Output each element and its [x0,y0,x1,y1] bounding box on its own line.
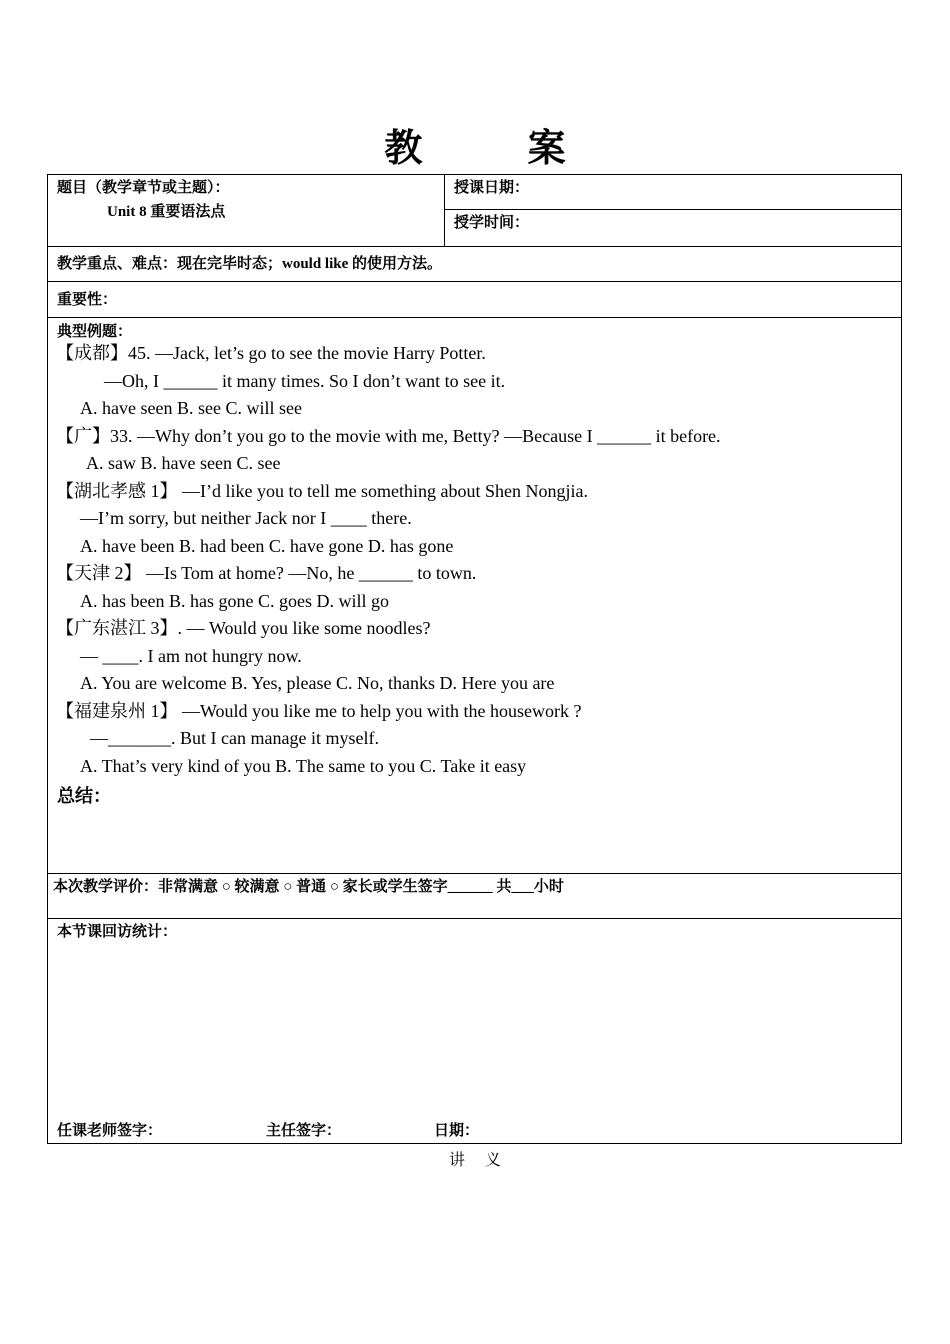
example-line: 【成都】45. —Jack, let’s go to see the movie Harry Potter. [56,343,486,363]
lesson-date-label: 授课日期： [454,180,530,196]
row-divider-1 [47,246,902,247]
teacher-signature-label: 任课老师签字： [57,1123,163,1139]
evaluation-text: 本次教学评价：非常满意 ○ 较满意 ○ 普通 ○ 家长或学生签字______ 共___小时 [53,879,564,895]
example-options: A. That’s very kind of you B. The same to you C. Take it easy [80,756,527,776]
example-line: 【福建泉州 1】 —Would you like me to help you with the housework ? [56,701,582,721]
row-divider-2 [47,281,902,282]
page-title: 教 案 [384,125,612,170]
signature-date-label: 日期： [434,1123,480,1139]
topic-value: Unit 8 重要语法点 [107,204,226,220]
example-line: —Oh, I ______ it many times. So I don’t want to see it. [104,371,506,391]
row-divider-4 [47,873,902,874]
example-options: A. have been B. had been C. have gone D. has gone [80,536,454,556]
topic-label: 题目（教学章节或主题）： [57,180,230,196]
header-divider-vertical [444,174,445,246]
example-options: A. You are welcome B. Yes, please C. No, thanks D. Here you are [80,673,555,693]
lesson-time-label: 授学时间： [454,215,530,231]
row-divider-3 [47,317,902,318]
example-line: 【天津 2】 —Is Tom at home? —No, he ______ to town. [56,563,477,583]
example-line: 【广】33. —Why don’t you go to the movie with me, Betty? —Because I ______ it before. [56,426,721,446]
example-options: A. has been B. has gone C. goes D. will go [80,591,389,611]
focus-text: 教学重点、难点：现在完毕时态；would like 的使用方法。 [57,256,443,272]
director-signature-label: 主任签字： [266,1123,342,1139]
examples-label: 典型例题： [57,324,133,340]
row-divider-5 [47,918,902,919]
header-divider-right [444,209,902,210]
example-options: A. have seen B. see C. will see [80,398,302,418]
importance-label: 重要性： [57,292,118,308]
example-options: A. saw B. have seen C. see [86,453,281,473]
example-line: — ____. I am not hungry now. [80,646,302,666]
page-footer: 讲 义 [448,1152,509,1169]
example-line: 【广东湛江 3】. — Would you like some noodles? [56,618,431,638]
example-line: —_______. But I can manage it myself. [90,728,379,748]
example-line: —I’m sorry, but neither Jack nor I ____ there. [80,508,412,528]
followup-label: 本节课回访统计： [57,924,178,940]
example-line: 【湖北孝感 1】 —I’d like you to tell me something about Shen Nongjia. [56,481,588,501]
summary-label: 总结： [57,786,111,806]
